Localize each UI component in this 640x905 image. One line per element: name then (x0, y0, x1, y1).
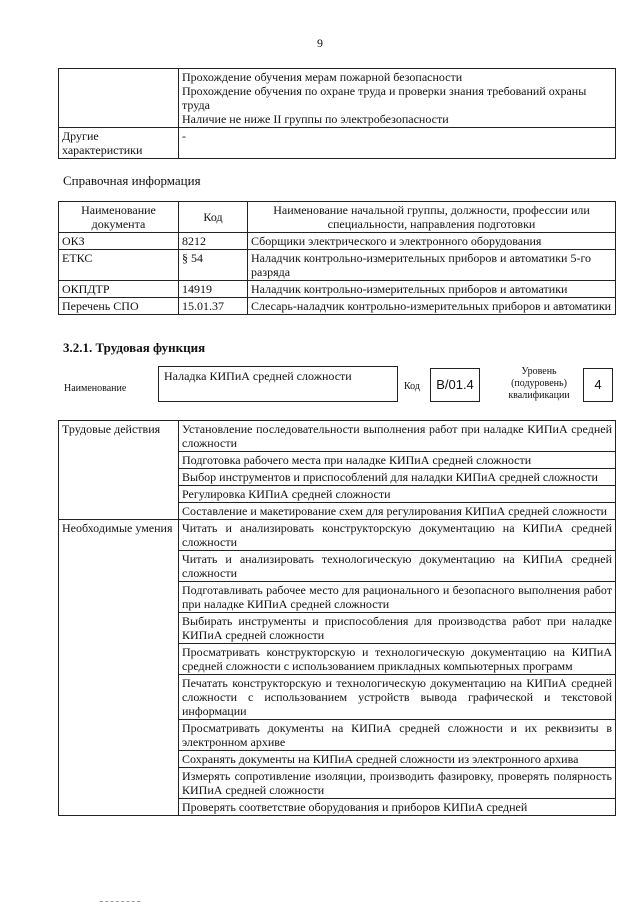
header-name: Наименование начальной группы, должности, профессии или специальности, направления подготовки (248, 202, 616, 233)
skill-item: Сохранять документы на КИПиА средней сложности из электронного архива (179, 751, 616, 768)
action-item: Подготовка рабочего места при наладке КИПиА средней сложности (179, 452, 616, 469)
skill-item: Просматривать конструкторскую и технологическую документацию на КИПиА средней сложности с использованием прикладных компьютерных программ (179, 644, 616, 675)
requirement-item: Прохождение обучения мерам пожарной безопасности (182, 70, 463, 84)
function-code-value: B/01.4 (430, 368, 480, 402)
table-row (59, 520, 616, 551)
function-name-label: Наименование (64, 383, 127, 394)
skill-item: Читать и анализировать конструкторскую документацию на КИПиА средней сложности (179, 520, 616, 551)
labor-function-table (58, 420, 616, 816)
skill-item: Выбирать инструменты и приспособления для производства работ при наладке КИПиА средней сложности (179, 613, 616, 644)
skills-label: Необходимые умения (59, 520, 179, 816)
table-row (59, 421, 616, 452)
skill-item: Просматривать документы на КИПиА средней сложности и их реквизиты в электронном архиве (179, 720, 616, 751)
table-row: ОКЗ 8212 Сборщики электрического и электронного оборудования (59, 233, 616, 250)
table-row (59, 128, 616, 159)
actions-label: Трудовые действия (59, 421, 179, 520)
skill-item: Измерять сопротивление изоляции, производить фазировку, проверять полярность КИПиА средней сложности (179, 768, 616, 799)
table-header-row (59, 202, 616, 233)
header-document: Наименование документа (59, 202, 179, 233)
function-level-label: Уровень (подуровень) квалификации (508, 366, 570, 401)
table-row: Перечень СПО 15.01.37 Слесарь-наладчик контрольно-измерительных приборов и автоматики (59, 298, 616, 315)
header-code: Код (179, 202, 248, 233)
action-item: Регулировка КИПиА средней сложности (179, 486, 616, 503)
table-row (59, 69, 616, 128)
requirements-table (58, 68, 616, 159)
table-row: ОКПДТР 14919 Наладчик контрольно-измерительных приборов и автоматики (59, 281, 616, 298)
function-level-value: 4 (583, 368, 613, 402)
requirement-item: Наличие не ниже II группы по электробезопасности (182, 112, 449, 126)
other-characteristics-value: - (179, 128, 616, 159)
skill-item: Проверять соответствие оборудования и приборов КИПиА средней (179, 799, 616, 816)
reference-info-label: Справочная информация (63, 173, 201, 188)
skill-item: Печатать конструкторскую и технологическую документацию на КИПиА средней сложности с использованием устройств вывода графической и текстовой информации (179, 675, 616, 720)
page-number: 9 (317, 36, 323, 50)
footer-divider (100, 901, 140, 902)
other-characteristics-label: Другие характеристики (59, 128, 179, 159)
action-item: Выбор инструментов и приспособлений для наладки КИПиА средней сложности (179, 469, 616, 486)
skill-item: Читать и анализировать технологическую документацию на КИПиА средней сложности (179, 551, 616, 582)
skill-item: Подготавливать рабочее место для рационального и безопасного выполнения работ при наладке КИПиА средней сложности (179, 582, 616, 613)
function-name-value: Наладка КИПиА средней сложности (158, 366, 398, 402)
requirement-item: Прохождение обучения по охране труда и проверки знания требований охраны труда (182, 84, 587, 112)
table-row: ЕТКС § 54 Наладчик контрольно-измерительных приборов и автоматики 5-го разряда (59, 250, 616, 281)
function-code-label: Код (404, 381, 420, 392)
action-item: Установление последовательности выполнения работ при наладке КИПиА средней сложности (179, 421, 616, 452)
reference-table (58, 201, 616, 315)
section-title: 3.2.1. Трудовая функция (63, 340, 206, 355)
function-header (58, 366, 616, 410)
action-item: Составление и макетирование схем для регулирования КИПиА средней сложности (179, 503, 616, 520)
